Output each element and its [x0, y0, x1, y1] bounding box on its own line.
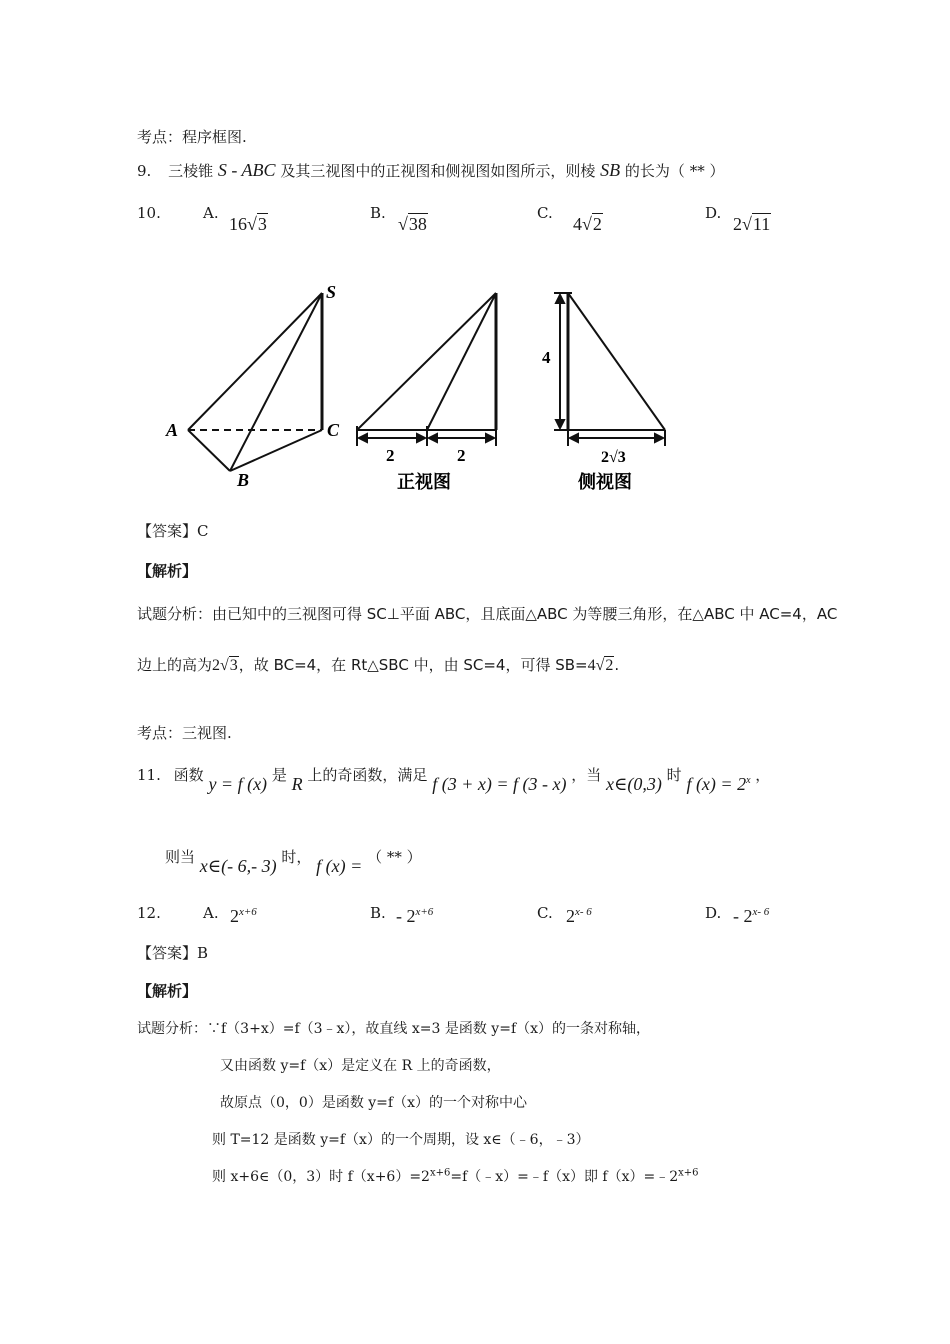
front-dim-left: 2	[386, 446, 395, 465]
analysis-2-line-3: 故原点（0，0）是函数 y=f（x）的一个对称中心	[220, 1095, 527, 1111]
side-dim-height: 4	[542, 348, 551, 367]
vertex-label-c: C	[327, 420, 340, 440]
q12-number: 12.	[137, 904, 161, 922]
pyramid-solid	[188, 293, 322, 471]
q10-option-b-value: √38	[398, 214, 427, 234]
question-9: 9. 三棱锥 S - ABC 及其三视图中的正视图和侧视图如图所示，则棱 SB 的长为（ ** ）	[137, 160, 725, 180]
analysis-1-line-2: 边上的高为2√3，故 BC=4，在 Rt△SBC 中，由 SC=4，可得 SB=4√2.	[137, 656, 620, 674]
q9-math-sb: SB	[600, 160, 621, 180]
question-11-line-2: 则当 x∈(- 6,- 3) 时， f (x) = （ ** ）	[165, 848, 422, 876]
q10-option-c-value: 4√2	[573, 214, 602, 234]
q12-option-b-label: B.	[370, 904, 386, 922]
front-view	[357, 293, 496, 446]
analysis-2-line-1: 试题分析：∵f（3+x）=f（3﹣x），故直线 x=3 是函数 y=f（x）的一条对称轴，	[137, 1021, 651, 1037]
q10-option-a-label: A.	[203, 204, 219, 222]
vertex-label-b: B	[237, 470, 250, 490]
q10-option-b-label: B.	[370, 204, 386, 222]
q9-math-pyramid: S - ABC	[217, 160, 276, 180]
vertex-label-s: S	[326, 282, 337, 302]
answer-label-2: 【答案】B	[137, 944, 209, 962]
vertex-label-a: A	[166, 420, 179, 440]
q10-option-d-label: D.	[705, 204, 722, 222]
side-view	[554, 293, 665, 446]
q12-option-d-label: D.	[705, 904, 722, 922]
kaodian-three-views: 考点：三视图.	[137, 724, 232, 742]
q10-number: 10.	[137, 204, 161, 222]
analysis-1-line-1: 试题分析：由已知中的三视图可得 SC⊥平面 ABC，且底面△ABC 为等腰三角形，在△ABC 中 AC=4，AC	[137, 605, 838, 623]
question-11-line-1: 11. 函数 y = f (x) 是 R 上的奇函数，满足 f (3 + x) = f (3 - x) ，当 x∈(0,3) 时 f $(x) = 2^x$ ，	[137, 766, 771, 794]
q12-option-c-value: 2$^{x- 6}$	[566, 906, 592, 926]
front-dim-right: 2	[457, 446, 466, 465]
analysis-2-line-2: 又由函数 y=f（x）是定义在 R 上的奇函数，	[220, 1058, 501, 1074]
three-view-figure	[160, 278, 680, 498]
q10-option-c-label: C.	[537, 204, 553, 222]
analysis-label-2: 【解析】	[137, 982, 198, 1000]
q12-option-a-label: A.	[203, 904, 219, 922]
q10-option-a-value: 16√3	[229, 214, 267, 234]
front-view-caption: 正视图	[397, 472, 451, 493]
q12-option-d-value: - 2$^{x- 6}$	[733, 906, 770, 926]
side-view-caption: 侧视图	[578, 472, 632, 493]
q12-option-a-value: $2^{x+6}$	[230, 906, 257, 926]
analysis-2-line-4: 则 T=12 是函数 y=f（x）的一个周期，设 x∈（﹣6，﹣3）	[212, 1132, 590, 1148]
q11-number: 11.	[137, 766, 161, 784]
q10-option-d-value: 2√11	[733, 214, 771, 234]
side-dim-base: 2√3	[601, 449, 626, 466]
q9-number: 9.	[137, 162, 152, 180]
kaodian-program-flowchart: 考点：程序框图.	[137, 128, 247, 146]
q12-option-c-label: C.	[537, 904, 553, 922]
analysis-2-line-5: 则 x+6∈（0，3）时 $f(x+6)=2^{x+6}=f(﹣x)=﹣f(x)$即 $f(x)=﹣2^{x+6}$	[212, 1167, 699, 1185]
analysis-label-1: 【解析】	[137, 562, 198, 580]
answer-label-1: 【答案】C	[137, 522, 209, 540]
q12-option-b-value: - $2^{x+6}$	[396, 906, 434, 926]
